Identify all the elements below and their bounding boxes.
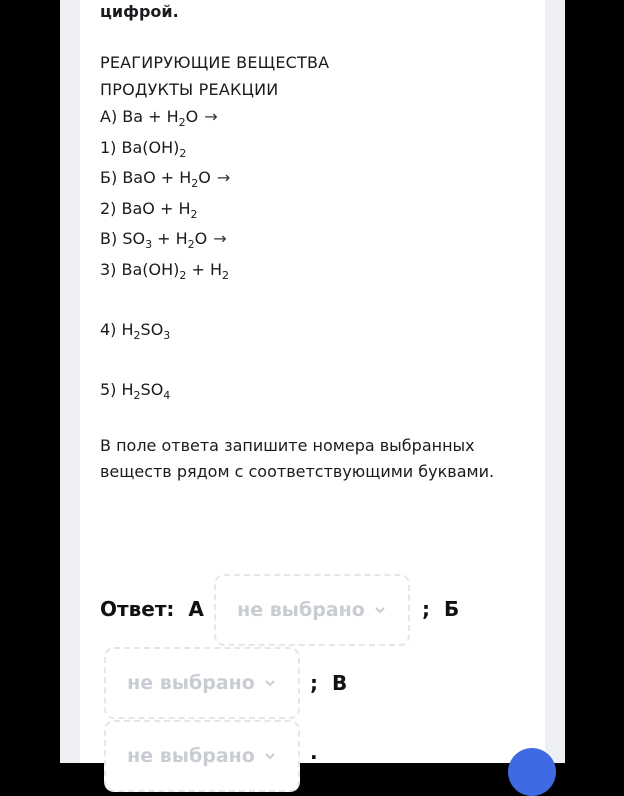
answer-select-b[interactable]: не выбрано [104, 647, 300, 719]
products-header: ПРОДУКТЫ РЕАКЦИИ [100, 80, 279, 99]
reaction-v: В) $SO_3 + H_2O$ → [100, 229, 227, 251]
answer-period: . [310, 740, 318, 764]
answer-label: Ответ: А [100, 597, 204, 621]
arrow-icon: → [216, 168, 231, 187]
chevron-down-icon [263, 749, 277, 763]
chevron-down-icon [373, 603, 387, 617]
product-5: 5) $H_2SO_4$ [100, 380, 171, 402]
floating-action-button[interactable] [508, 748, 556, 796]
instructions: В поле ответа запишите номера выбранных веществ рядом с соответствующими буквами. [100, 436, 495, 481]
answer-separator-b: ; Б [422, 597, 460, 621]
reagents-header: РЕАГИРУЮЩИЕ ВЕЩЕСТВА [100, 53, 330, 72]
answer-separator-v: ; В [310, 671, 348, 695]
top-cut-text: цифрой. [100, 2, 179, 21]
product-2: 2) BaO + $H_2$ [100, 199, 198, 221]
chevron-down-icon [263, 676, 277, 690]
reaction-a: А) $Ba + H_2O$ → [100, 107, 218, 129]
reaction-b: Б) BaO + $H_2O$ → [100, 168, 231, 190]
arrow-icon: → [204, 107, 218, 126]
answer-select-v[interactable]: не выбрано [104, 720, 300, 792]
product-1: 1) $Ba(OH)_2$ [100, 138, 187, 160]
product-4: 4) $H_2SO_3$ [100, 320, 171, 342]
product-3: 3) $Ba(OH)_2 + H_2$ [100, 260, 230, 282]
arrow-icon: → [213, 229, 227, 248]
answer-select-a[interactable]: не выбрано [214, 574, 410, 646]
